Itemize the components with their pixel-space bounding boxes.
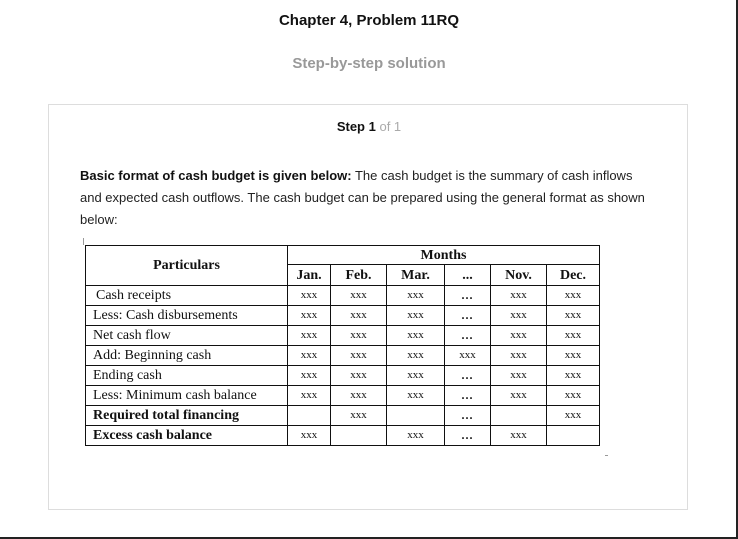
table-cell: xxx <box>387 366 445 386</box>
table-cell: xxx <box>331 286 387 306</box>
table-cell: xxx <box>547 306 600 326</box>
table-cell: xxx <box>547 366 600 386</box>
table-cell: xxx <box>547 326 600 346</box>
step-count: of 1 <box>379 119 402 134</box>
table-cell: xxx <box>331 406 387 426</box>
table-cell: xxx <box>491 426 547 446</box>
table-cell: xxx <box>387 326 445 346</box>
table-cell: xxx <box>288 386 331 406</box>
table-cell: xxx <box>547 346 600 366</box>
table-cell: xxx <box>491 286 547 306</box>
table-cell: ... <box>445 326 491 346</box>
table-row <box>86 366 600 386</box>
table-row <box>86 326 600 346</box>
step-indicator <box>49 119 689 134</box>
month-header-cell: Mar. <box>387 265 445 286</box>
table-cell <box>288 406 331 426</box>
row-label: Required total financing <box>86 406 288 426</box>
table-row <box>86 306 600 326</box>
row-label: Ending cash <box>86 366 288 386</box>
row-label: Net cash flow <box>86 326 288 346</box>
table-cell: xxx <box>547 286 600 306</box>
table-cell <box>331 426 387 446</box>
paragraph-bold-intro: Basic format of cash budget is given below: <box>80 168 352 183</box>
paragraph-text: The cash budget is the summary of cash inflows and expected cash outflows. The cash budget can be prepared using the general format as shown below: <box>80 168 645 227</box>
cash-budget-table <box>85 245 600 446</box>
table-cell: xxx <box>445 346 491 366</box>
step-label: Step 1 <box>336 119 376 134</box>
month-header-cell: Jan. <box>288 265 331 286</box>
table-cell: xxx <box>288 306 331 326</box>
page-subtitle: Step-by-step solution <box>292 55 446 72</box>
solution-paragraph <box>80 165 655 231</box>
table-cell: xxx <box>331 326 387 346</box>
decorative-mark <box>83 238 84 245</box>
table-header-row <box>86 246 600 265</box>
table-cell: xxx <box>331 386 387 406</box>
table-cell <box>547 426 600 446</box>
row-label: Less: Cash disbursements <box>86 306 288 326</box>
table-cell: xxx <box>288 346 331 366</box>
table-cell <box>491 406 547 426</box>
table-cell: ... <box>445 426 491 446</box>
table-cell: ... <box>445 366 491 386</box>
page-title: Chapter 4, Problem 11RQ <box>278 12 460 29</box>
table-cell: ... <box>445 406 491 426</box>
table-cell: ... <box>445 286 491 306</box>
particulars-header: Particulars <box>86 246 288 286</box>
table-row <box>86 286 600 306</box>
table-cell: xxx <box>387 426 445 446</box>
table-cell: xxx <box>387 306 445 326</box>
table-cell: xxx <box>491 346 547 366</box>
table-row <box>86 346 600 366</box>
table-cell: xxx <box>288 426 331 446</box>
month-header-cell: ... <box>445 265 491 286</box>
table-row <box>86 386 600 406</box>
table-row <box>86 406 600 426</box>
table-cell: xxx <box>547 386 600 406</box>
row-label: Excess cash balance <box>86 426 288 446</box>
table-cell: xxx <box>387 386 445 406</box>
table-cell: xxx <box>491 366 547 386</box>
table-cell: xxx <box>491 306 547 326</box>
table-cell: xxx <box>288 286 331 306</box>
table-cell: ... <box>445 386 491 406</box>
month-header-cell: Nov. <box>491 265 547 286</box>
table-row <box>86 426 600 446</box>
month-header-cell: Dec. <box>547 265 600 286</box>
solution-card <box>48 104 688 510</box>
row-label: Add: Beginning cash <box>86 346 288 366</box>
table-cell: xxx <box>491 326 547 346</box>
table-cell: xxx <box>331 366 387 386</box>
row-label: Less: Minimum cash balance <box>86 386 288 406</box>
month-header-cell: Feb. <box>331 265 387 286</box>
months-header: Months <box>288 246 600 265</box>
table-cell: xxx <box>288 326 331 346</box>
table-cell: xxx <box>331 306 387 326</box>
table-cell: xxx <box>331 346 387 366</box>
table-cell: ... <box>445 306 491 326</box>
row-label: Cash receipts <box>86 286 288 306</box>
table-cell: xxx <box>387 346 445 366</box>
table-cell: xxx <box>288 366 331 386</box>
table-cell: xxx <box>387 286 445 306</box>
table-cell: xxx <box>491 386 547 406</box>
table-cell <box>387 406 445 426</box>
decorative-mark-corner <box>605 455 608 456</box>
table-cell: xxx <box>547 406 600 426</box>
